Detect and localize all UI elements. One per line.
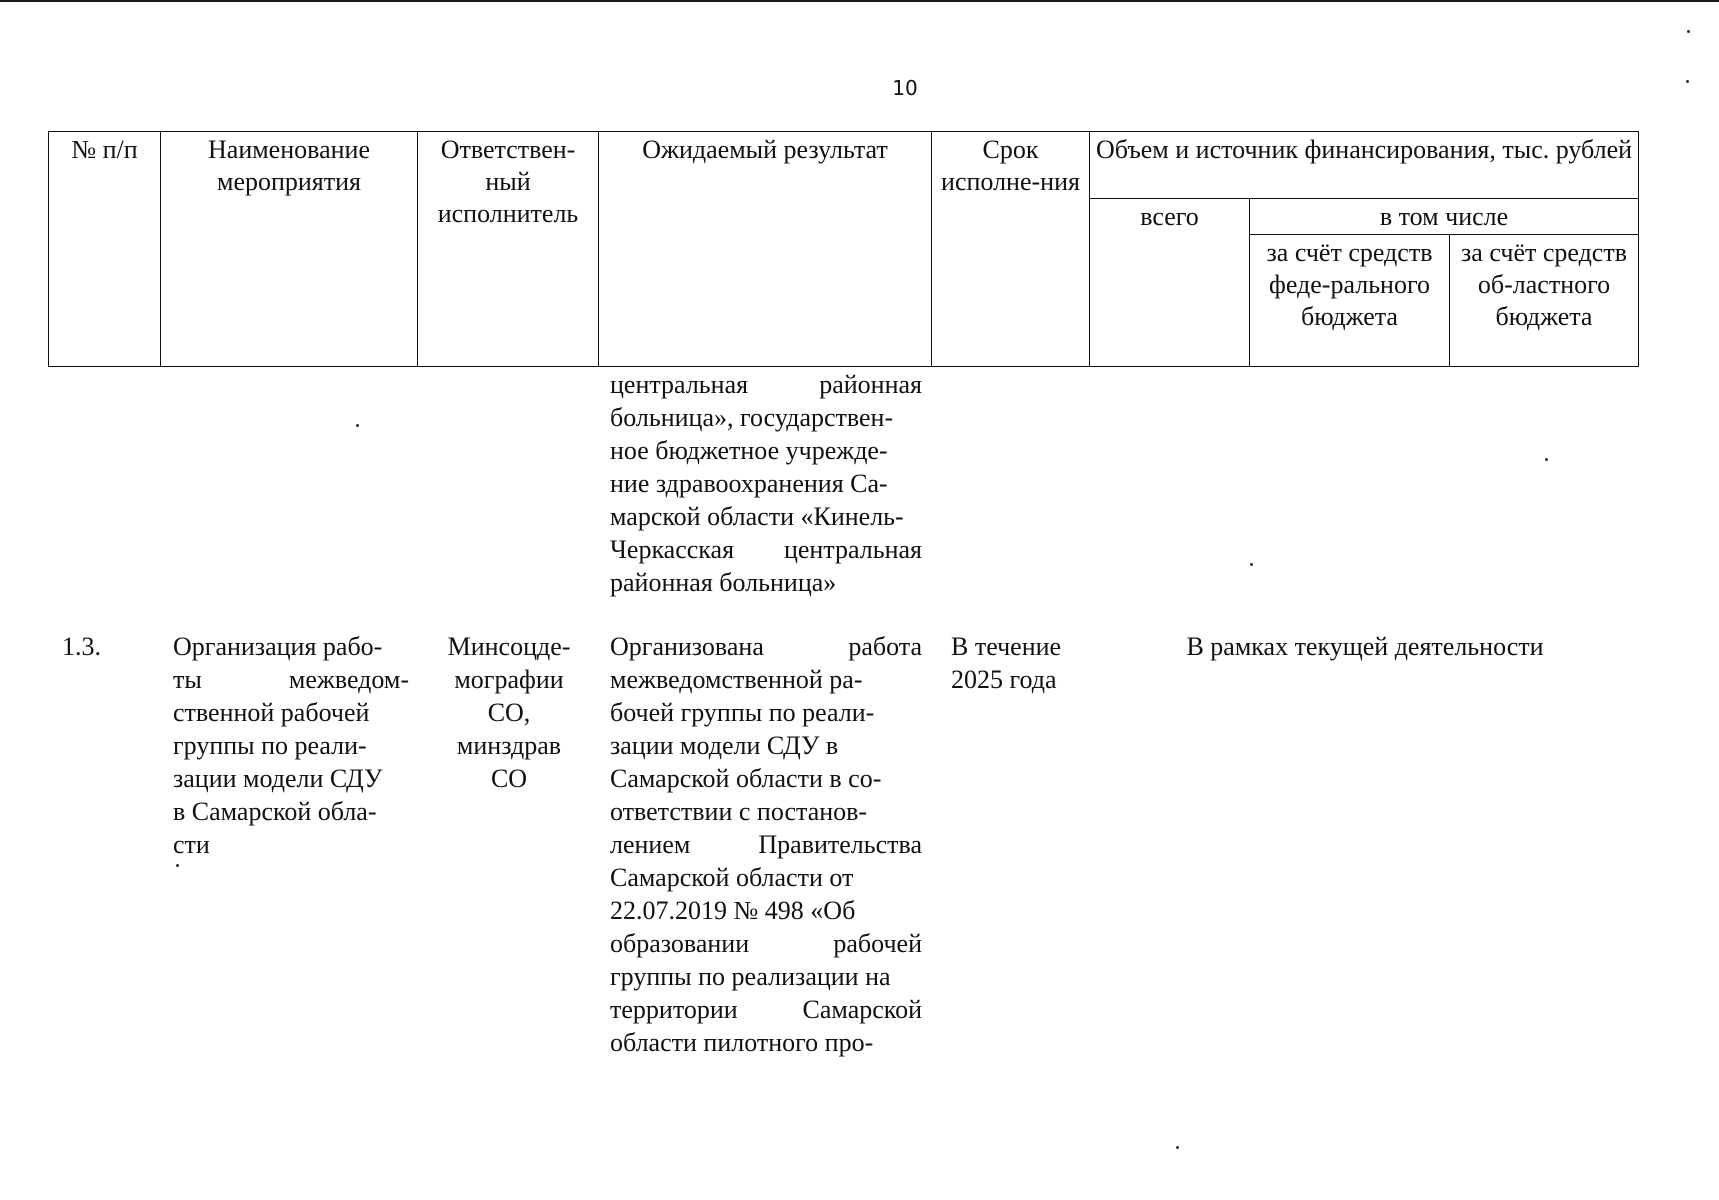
word: работа <box>848 632 922 661</box>
name-line: ственной рабочей <box>173 698 370 727</box>
row-name <box>173 630 409 861</box>
name-line: сти <box>173 830 210 859</box>
deadline-line: 2025 года <box>951 665 1057 694</box>
word: ты <box>173 665 202 694</box>
result-line <box>610 630 922 663</box>
result-line <box>610 368 922 401</box>
header-including: в том числе <box>1250 199 1639 235</box>
word: Правительства <box>758 830 922 859</box>
row-deadline <box>951 630 1061 696</box>
result-line: марской области «Кинель- <box>610 502 904 531</box>
scan-edge-line <box>0 0 1719 2</box>
name-line: Организация рабо- <box>173 632 383 661</box>
result-line: больница», государствен- <box>610 403 894 432</box>
result-line <box>610 993 922 1026</box>
result-line: Самарской области в со- <box>610 764 882 793</box>
header-name: Наименование мероприятия <box>161 132 418 367</box>
row-responsible <box>427 630 591 795</box>
word: территории <box>610 995 738 1024</box>
word: Черкасская <box>610 535 735 564</box>
row-number: 1.3. <box>62 632 101 661</box>
result-line <box>610 533 922 566</box>
result-line: ответствии с постанов- <box>610 797 868 826</box>
header-federal: за счёт средств феде-рального бюджета <box>1250 235 1450 367</box>
word: образовании <box>610 929 750 958</box>
word: центральная <box>610 370 749 399</box>
result-line: бочей группы по реали- <box>610 698 875 727</box>
header-deadline: Срок исполне-ния <box>932 132 1090 367</box>
word: лением <box>610 830 691 859</box>
header-total: всего <box>1090 199 1250 367</box>
name-line: зации модели СДУ <box>173 764 383 793</box>
result-line: группы по реализации на <box>610 962 891 991</box>
name-line: группы по реали- <box>173 731 367 760</box>
result-line <box>610 927 922 960</box>
result-line: ние здравоохранения Са- <box>610 469 888 498</box>
name-line <box>173 663 409 696</box>
scan-speck <box>1250 563 1253 566</box>
word: рабочей <box>833 929 922 958</box>
word: районная <box>819 370 922 399</box>
scan-speck <box>1545 458 1548 461</box>
word: межведом- <box>288 665 409 694</box>
result-line: межведомственной ра- <box>610 665 863 694</box>
word: Организована <box>610 632 764 661</box>
deadline-line: В течение <box>951 632 1062 661</box>
responsible-line: Минсоцде- <box>447 632 571 661</box>
scan-speck <box>176 864 179 867</box>
responsible-line: минздрав <box>456 731 562 760</box>
header-result: Ожидаемый результат <box>599 132 932 367</box>
continuation-result <box>610 368 922 599</box>
header-responsible: Ответствен-ный исполнитель <box>418 132 599 367</box>
result-line <box>610 828 922 861</box>
word: Самарской <box>802 995 922 1024</box>
scan-speck <box>356 424 359 427</box>
row-funding: В рамках текущей деятельности <box>1186 632 1544 661</box>
result-line: области пилотного про- <box>610 1028 874 1057</box>
word: центральная <box>783 535 922 564</box>
responsible-line: СО, <box>487 698 531 727</box>
responsible-line: СО <box>490 764 528 793</box>
name-line: в Самарской обла- <box>173 797 377 826</box>
result-line: ное бюджетное учрежде- <box>610 436 888 465</box>
scan-speck <box>1687 30 1690 33</box>
scan-speck <box>1176 1146 1179 1149</box>
result-line: районная больница» <box>610 568 837 597</box>
scan-speck <box>1686 80 1689 83</box>
responsible-line: мографии <box>454 665 564 694</box>
page-number: 10 <box>892 76 918 100</box>
header-regional: за счёт средств об-ластного бюджета <box>1450 235 1639 367</box>
table-header <box>48 131 1639 367</box>
result-line: 22.07.2019 № 498 «Об <box>610 896 856 925</box>
header-funding: Объем и источник финансирования, тыс. рублей <box>1090 132 1639 199</box>
result-line: Самарской области от <box>610 863 854 892</box>
row-result <box>610 630 922 1059</box>
header-number: № п/п <box>49 132 161 367</box>
result-line: зации модели СДУ в <box>610 731 839 760</box>
